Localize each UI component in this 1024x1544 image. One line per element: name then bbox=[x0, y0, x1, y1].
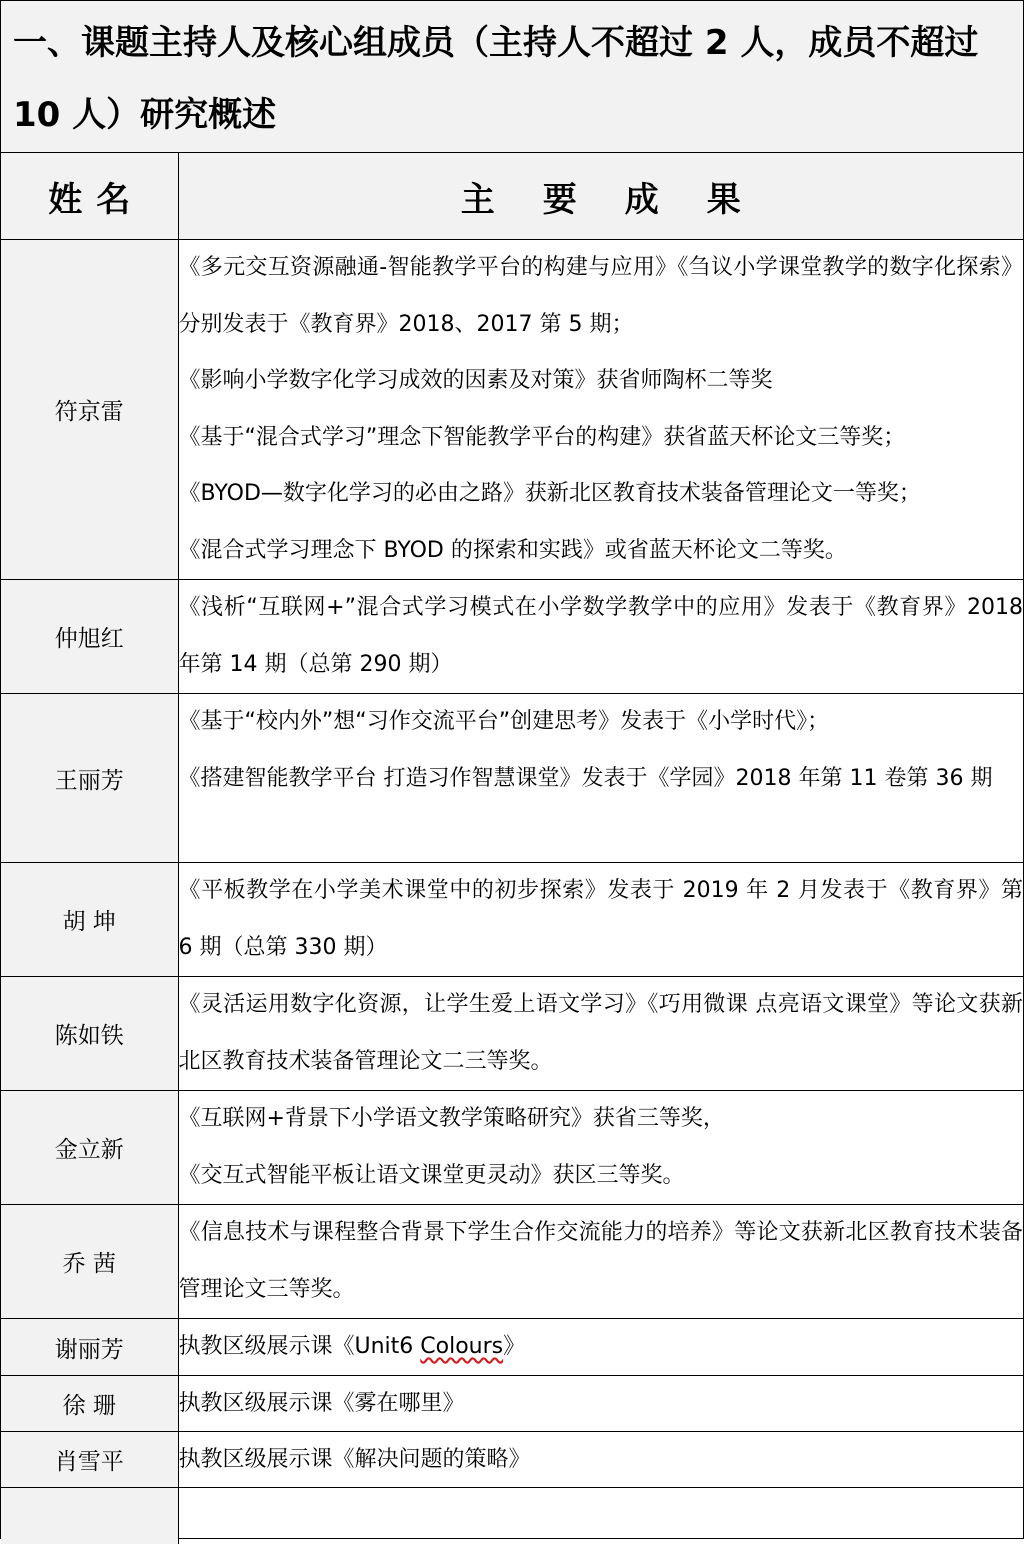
result-line: 《平板教学在小学美术课堂中的初步探索》发表于 2019 年 2 月发表于《教育界》第 6 期（总第 330 期） bbox=[178, 878, 1023, 960]
result-line: 《搭建智能教学平台 打造习作智慧课堂》发表于《学园》2018 年第 11 卷第 36 期 bbox=[178, 765, 993, 791]
result-line-suffix: 》 bbox=[503, 1334, 526, 1359]
member-name: 肖雪平 bbox=[1, 1432, 178, 1488]
table-row-empty bbox=[1, 1488, 1023, 1544]
member-results bbox=[178, 1091, 1023, 1205]
result-line-prefix: 执教区级展示课《Unit6 bbox=[178, 1334, 421, 1359]
table-row bbox=[1, 977, 1023, 1091]
table-row bbox=[1, 580, 1023, 694]
member-results bbox=[178, 863, 1023, 977]
result-line: 执教区级展示课《雾在哪里》 bbox=[178, 1390, 465, 1416]
table-header-row bbox=[1, 153, 1023, 240]
member-results bbox=[178, 1376, 1023, 1432]
member-results bbox=[178, 694, 1023, 863]
member-name: 仲旭红 bbox=[1, 580, 178, 694]
member-name: 谢丽芳 bbox=[1, 1319, 178, 1376]
table-row bbox=[1, 694, 1023, 863]
header-results: 主要成果 bbox=[178, 153, 1023, 240]
table-row bbox=[1, 1376, 1023, 1432]
member-results bbox=[178, 977, 1023, 1091]
result-line: 《混合式学习理念下 BYOD 的探索和实践》或省蓝天杯论文二等奖。 bbox=[178, 537, 847, 563]
spellcheck-marked-word: Colours bbox=[420, 1334, 504, 1359]
result-line: 《基于“混合式学习”理念下智能教学平台的构建》获省蓝天杯论文三等奖； bbox=[178, 424, 906, 450]
header-name: 姓名 bbox=[1, 153, 178, 240]
member-name: 徐 珊 bbox=[1, 1376, 178, 1432]
member-name: 王丽芳 bbox=[1, 694, 178, 863]
result-line: 《浅析“互联网+”混合式学习模式在小学数学教学中的应用》发表于《教育界》2018 年第 14 期（总第 290 期） bbox=[178, 595, 1023, 677]
table-row bbox=[1, 863, 1023, 977]
member-results bbox=[178, 1205, 1023, 1319]
member-name: 陈如铁 bbox=[1, 977, 178, 1091]
result-line: 《BYOD—数字化学习的必由之路》获新北区教育技术装备管理论文一等奖； bbox=[178, 481, 921, 506]
table-row bbox=[1, 1091, 1023, 1205]
research-summary-table bbox=[1, 153, 1023, 1544]
member-name: 乔 茜 bbox=[1, 1205, 178, 1319]
result-line: 《灵活运用数字化资源，让学生爱上语文学习》《巧用微课 点亮语文课堂》等论文获新北区教育技术装备管理论文二三等奖。 bbox=[178, 992, 1023, 1074]
result-line: 执教区级展示课《解决问题的策略》 bbox=[178, 1446, 531, 1472]
table-row bbox=[1, 1319, 1023, 1376]
member-name: 胡 坤 bbox=[1, 863, 178, 977]
member-results bbox=[178, 1488, 1023, 1544]
member-name: 金立新 bbox=[1, 1091, 178, 1205]
member-results bbox=[178, 1432, 1023, 1488]
member-name bbox=[1, 1488, 178, 1544]
table-row bbox=[1, 240, 1023, 580]
member-results bbox=[178, 1319, 1023, 1376]
table-row bbox=[1, 1205, 1023, 1319]
result-line: 《多元交互资源融通-智能教学平台的构建与应用》《刍议小学课堂教学的数字化探索》分别发表于《教育界》2018、2017 第 5 期； bbox=[178, 255, 1023, 337]
result-line: 《交互式智能平板让语文课堂更灵动》获区三等奖。 bbox=[178, 1162, 685, 1188]
result-line: 《信息技术与课程整合背景下学生合作交流能力的培养》等论文获新北区教育技术装备管理论文三等奖。 bbox=[178, 1220, 1023, 1302]
result-line: 《互联网+背景下小学语文教学策略研究》获省三等奖， bbox=[178, 1106, 725, 1131]
section-title: 一、课题主持人及核心组成员（主持人不超过 2 人，成员不超过 10 人）研究概述 bbox=[1, 1, 1023, 153]
member-results bbox=[178, 240, 1023, 580]
result-line: 《影响小学数字化学习成效的因素及对策》获省师陶杯二等奖 bbox=[178, 368, 773, 393]
result-line: 《基于“校内外”想“习作交流平台”创建思考》发表于《小学时代》； bbox=[178, 709, 830, 734]
member-results bbox=[178, 580, 1023, 694]
table-row bbox=[1, 1432, 1023, 1488]
member-name: 符京雷 bbox=[1, 240, 178, 580]
